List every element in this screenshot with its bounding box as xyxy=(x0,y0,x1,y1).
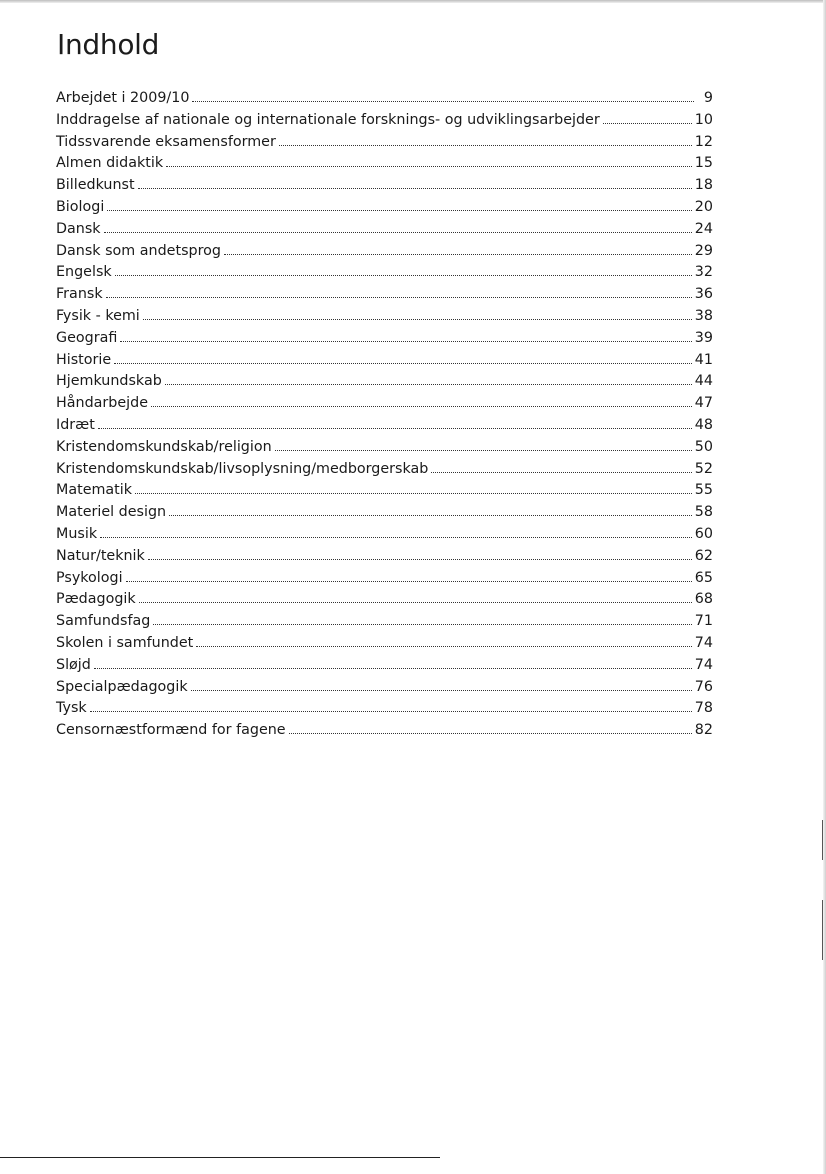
toc-entry-page-number: 20 xyxy=(694,198,713,215)
toc-dot-leader xyxy=(107,210,692,211)
toc-entry-page-number: 71 xyxy=(694,613,713,630)
toc-entry xyxy=(56,633,713,655)
toc-entry-page-number: 62 xyxy=(694,547,713,564)
toc-entry-page-number: 55 xyxy=(694,482,713,499)
toc-dot-leader xyxy=(138,188,692,189)
toc-dot-leader xyxy=(192,101,694,102)
toc-dot-leader xyxy=(94,668,692,669)
toc-entry-label: Censornæstformænd for fagene xyxy=(56,722,286,739)
scan-mark-right xyxy=(822,820,823,860)
toc-entry-label: Natur/teknik xyxy=(56,547,145,564)
toc-entry-label: Fransk xyxy=(56,286,103,303)
toc-entry-label: Biologi xyxy=(56,198,105,215)
toc-entry-page-number: 48 xyxy=(694,416,713,433)
toc-entry xyxy=(56,437,713,459)
toc-entry-page-number: 68 xyxy=(694,591,713,608)
toc-dot-leader xyxy=(98,428,692,429)
toc-entry-label: Sløjd xyxy=(56,656,91,673)
toc-entry-page-number: 29 xyxy=(694,242,713,259)
toc-entry-label: Hjemkundskab xyxy=(56,373,162,390)
toc-entry xyxy=(56,153,713,175)
toc-entry-label: Materiel design xyxy=(56,504,167,521)
toc-entry-label: Håndarbejde xyxy=(56,395,149,412)
toc-entry-page-number: 12 xyxy=(694,133,713,150)
toc-entry xyxy=(56,350,713,372)
toc-dot-leader xyxy=(90,711,692,712)
toc-dot-leader xyxy=(100,537,692,538)
toc-entry xyxy=(56,175,713,197)
toc-dot-leader xyxy=(126,581,692,582)
toc-entry-page-number: 32 xyxy=(694,264,713,281)
toc-entry xyxy=(56,524,713,546)
toc-entry-label: Engelsk xyxy=(56,264,112,281)
toc-entry-page-number: 39 xyxy=(694,329,713,346)
toc-entry-page-number: 24 xyxy=(694,220,713,237)
toc-entry-label: Almen didaktik xyxy=(56,155,164,172)
toc-dot-leader xyxy=(115,275,692,276)
toc-entry xyxy=(56,611,713,633)
toc-entry-label: Tysk xyxy=(56,700,87,717)
toc-dot-leader xyxy=(106,297,692,298)
page-title: Indhold xyxy=(57,28,160,61)
toc-dot-leader xyxy=(148,559,692,560)
toc-entry xyxy=(56,568,713,590)
toc-entry-label: Dansk som andetsprog xyxy=(56,242,221,259)
toc-entry-label: Kristendomskundskab/religion xyxy=(56,438,272,455)
toc-entry-page-number: 10 xyxy=(694,111,713,128)
toc-entry xyxy=(56,677,713,699)
toc-entry-page-number: 15 xyxy=(694,155,713,172)
toc-entry-page-number: 52 xyxy=(694,460,713,477)
toc-entry-label: Idræt xyxy=(56,416,95,433)
toc-entry-label: Specialpædagogik xyxy=(56,678,188,695)
table-of-contents xyxy=(56,88,713,742)
toc-dot-leader xyxy=(139,602,692,603)
toc-dot-leader xyxy=(275,450,692,451)
toc-entry xyxy=(56,589,713,611)
toc-entry xyxy=(56,197,713,219)
toc-dot-leader xyxy=(165,384,692,385)
toc-entry-page-number: 74 xyxy=(694,656,713,673)
toc-entry xyxy=(56,459,713,481)
toc-entry-page-number: 74 xyxy=(694,634,713,651)
toc-entry xyxy=(56,262,713,284)
toc-entry-page-number: 78 xyxy=(694,700,713,717)
toc-dot-leader xyxy=(120,341,691,342)
toc-entry xyxy=(56,415,713,437)
toc-entry-page-number: 9 xyxy=(703,90,713,106)
toc-dot-leader xyxy=(114,363,692,364)
toc-entry-page-number: 18 xyxy=(694,177,713,194)
toc-entry xyxy=(56,698,713,720)
toc-entry-label: Dansk xyxy=(56,220,101,237)
toc-entry xyxy=(56,306,713,328)
toc-dot-leader xyxy=(224,254,692,255)
toc-dot-leader xyxy=(603,123,692,124)
toc-entry-page-number: 65 xyxy=(694,569,713,586)
toc-entry-label: Geografi xyxy=(56,329,118,346)
toc-entry-label: Matematik xyxy=(56,482,133,499)
toc-dot-leader xyxy=(153,624,691,625)
toc-entry-label: Psykologi xyxy=(56,569,123,586)
toc-entry-page-number: 47 xyxy=(694,395,713,412)
toc-entry-label: Fysik - kemi xyxy=(56,307,140,324)
toc-entry-label: Arbejdet i 2009/10 xyxy=(56,90,190,106)
toc-entry-page-number: 38 xyxy=(694,307,713,324)
toc-dot-leader xyxy=(169,515,692,516)
toc-entry xyxy=(56,480,713,502)
toc-entry xyxy=(56,241,713,263)
toc-entry xyxy=(56,393,713,415)
toc-entry xyxy=(56,284,713,306)
toc-entry-label: Inddragelse af nationale og internationale forsknings- og udviklingsarbejder xyxy=(56,111,600,128)
toc-entry xyxy=(56,502,713,524)
toc-entry-page-number: 76 xyxy=(694,678,713,695)
toc-dot-leader xyxy=(166,166,692,167)
toc-dot-leader xyxy=(196,646,692,647)
toc-dot-leader xyxy=(151,406,692,407)
toc-entry-label: Skolen i samfundet xyxy=(56,634,194,651)
toc-entry xyxy=(56,328,713,350)
toc-dot-leader xyxy=(289,733,692,734)
toc-entry-label: Musik xyxy=(56,525,98,542)
toc-dot-leader xyxy=(191,690,692,691)
toc-entry-label: Historie xyxy=(56,351,112,368)
scan-line-bottom xyxy=(0,1157,440,1158)
toc-dot-leader xyxy=(135,493,692,494)
toc-dot-leader xyxy=(143,319,692,320)
toc-entry-page-number: 44 xyxy=(694,373,713,390)
toc-dot-leader xyxy=(431,472,691,473)
toc-entry-page-number: 60 xyxy=(694,525,713,542)
toc-entry-label: Billedkunst xyxy=(56,177,135,194)
toc-entry xyxy=(56,132,713,154)
toc-entry-label: Kristendomskundskab/livsoplysning/medborgerskab xyxy=(56,460,429,477)
toc-entry-label: Samfundsfag xyxy=(56,613,151,630)
scan-mark-right xyxy=(822,900,823,960)
toc-entry xyxy=(56,720,713,742)
scan-edge-top xyxy=(0,0,826,3)
toc-entry xyxy=(56,88,713,110)
toc-entry xyxy=(56,655,713,677)
toc-entry-label: Tidssvarende eksamensformer xyxy=(56,133,276,150)
toc-dot-leader xyxy=(279,145,692,146)
toc-entry-page-number: 41 xyxy=(694,351,713,368)
toc-dot-leader xyxy=(104,232,692,233)
toc-entry-page-number: 36 xyxy=(694,286,713,303)
toc-entry-label: Pædagogik xyxy=(56,591,136,608)
toc-entry xyxy=(56,219,713,241)
toc-entry xyxy=(56,546,713,568)
toc-entry-page-number: 82 xyxy=(694,722,713,739)
toc-entry xyxy=(56,371,713,393)
toc-entry xyxy=(56,110,713,132)
toc-entry-page-number: 58 xyxy=(694,504,713,521)
toc-entry-page-number: 50 xyxy=(694,438,713,455)
